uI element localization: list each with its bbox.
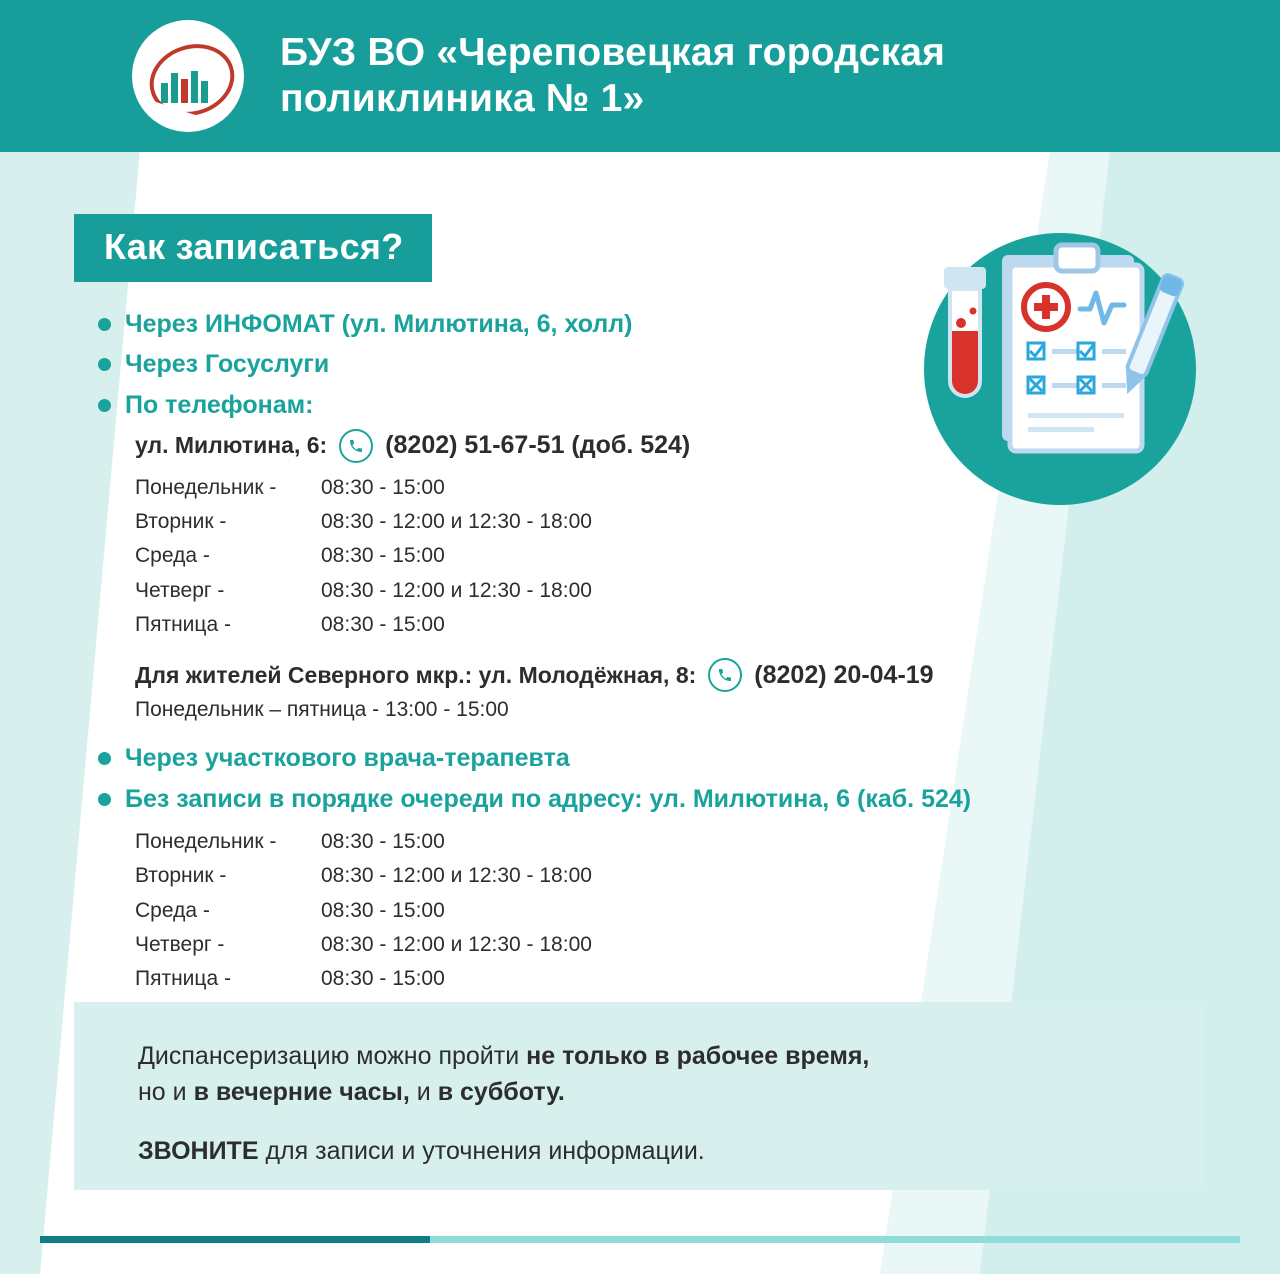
- schedule-hours: 08:30 - 15:00: [321, 898, 445, 922]
- footer-divider-light: [430, 1236, 1240, 1243]
- footer-note-text-plain-2: но и: [138, 1078, 194, 1107]
- schedule-hours: 08:30 - 15:00: [321, 967, 445, 991]
- footer-note-text-bold: не только в рабочее время,: [526, 1042, 870, 1070]
- footer-note-line-1: [138, 1038, 1206, 1111]
- footer-note-text-bold-2: в вечерние часы,: [193, 1078, 410, 1107]
- schedule-hours: 08:30 - 12:00 и 12:30 - 18:00: [321, 510, 592, 534]
- table-row: [135, 471, 592, 505]
- table-row: [135, 574, 592, 608]
- table-row: [135, 608, 592, 642]
- footer-note-panel: [74, 1002, 1206, 1190]
- north-district-hours: Понедельник – пятница - 13:00 - 15:00: [135, 698, 509, 722]
- schedule-hours: 08:30 - 15:00: [321, 613, 445, 637]
- north-district-phone-number[interactable]: (8202) 20-04-19: [754, 660, 934, 689]
- bullet-icon: [98, 399, 111, 412]
- milyutina-schedule-table: [135, 471, 592, 643]
- north-district-phone-row: [135, 658, 1218, 692]
- milyutina-phone-number[interactable]: (8202) 51-67-51 (доб. 524): [385, 431, 691, 460]
- table-row: [135, 505, 592, 539]
- footer-note-text-bold-3: в субботу.: [437, 1078, 565, 1107]
- footer-note-text-mid: и: [409, 1078, 438, 1107]
- schedule-day: Вторник -: [135, 864, 227, 888]
- schedule-day: Четверг -: [135, 933, 225, 956]
- schedule-day: Среда -: [135, 898, 210, 922]
- call-note-text: для записи и уточнения информации.: [258, 1136, 705, 1165]
- list-item-walkin: [98, 781, 1218, 817]
- walkin-schedule-table: [135, 825, 592, 997]
- schedule-hours: 08:30 - 15:00: [321, 829, 445, 853]
- schedule-hours: 08:30 - 12:00 и 12:30 - 18:00: [321, 864, 592, 888]
- milyutina-address-label: ул. Милютина, 6:: [135, 432, 328, 459]
- page-title: БУЗ ВО «Череповецкая городская поликлиника № 1»: [280, 30, 946, 120]
- phone-icon: [339, 429, 373, 463]
- footer-note-line-3: [138, 1137, 1206, 1166]
- schedule-hours: 08:30 - 12:00 и 12:30 - 18:00: [321, 578, 592, 602]
- north-district-address-label: Для жителей Северного мкр.: ул. Молодёжная, 8:: [135, 661, 697, 688]
- bullet-icon: [98, 318, 111, 331]
- schedule-day: Вторник -: [135, 510, 227, 534]
- schedule-hours: 08:30 - 15:00: [321, 475, 445, 499]
- table-row: [135, 539, 592, 573]
- list-item-label: По телефонам:: [125, 390, 314, 419]
- footer-note-text-plain: Диспансеризацию можно пройти: [138, 1042, 527, 1070]
- table-row: [135, 825, 592, 859]
- phone-icon: [708, 658, 742, 692]
- table-row: [135, 859, 592, 893]
- table-row: [135, 894, 592, 928]
- section-heading: Как записаться?: [74, 214, 432, 282]
- list-item-label: Через ИНФОМАТ (ул. Милютина, 6, холл): [125, 310, 633, 338]
- bullet-icon: [98, 793, 111, 806]
- list-item-label: Через участкового врача-терапевта: [125, 744, 570, 773]
- list-item-label: Без записи в порядке очереди по адресу: ул. Милютина, 6 (каб. 524): [125, 784, 972, 813]
- lab-tube-and-clipboard-illustration: [914, 227, 1214, 527]
- table-row: [135, 928, 592, 962]
- call-emphasis: ЗВОНИТЕ: [138, 1136, 259, 1165]
- schedule-day: Четверг -: [135, 578, 225, 602]
- schedule-day: Среда -: [135, 544, 210, 568]
- walkin-details-block: [135, 825, 1218, 997]
- page-header: [0, 0, 1280, 152]
- clinic-logo-icon: [132, 20, 244, 132]
- schedule-day: Понедельник -: [135, 475, 277, 499]
- schedule-day: Пятница -: [135, 967, 231, 991]
- bullet-icon: [98, 752, 111, 765]
- bullet-icon: [98, 358, 111, 371]
- list-item-label: Через Госуслуги: [125, 350, 330, 379]
- table-row: [135, 962, 592, 996]
- schedule-hours: 08:30 - 15:00: [321, 544, 445, 568]
- schedule-hours: 08:30 - 12:00 и 12:30 - 18:00: [321, 933, 592, 956]
- list-item-district-doctor: [98, 740, 1218, 776]
- schedule-day: Понедельник -: [135, 829, 277, 853]
- schedule-day: Пятница -: [135, 613, 231, 637]
